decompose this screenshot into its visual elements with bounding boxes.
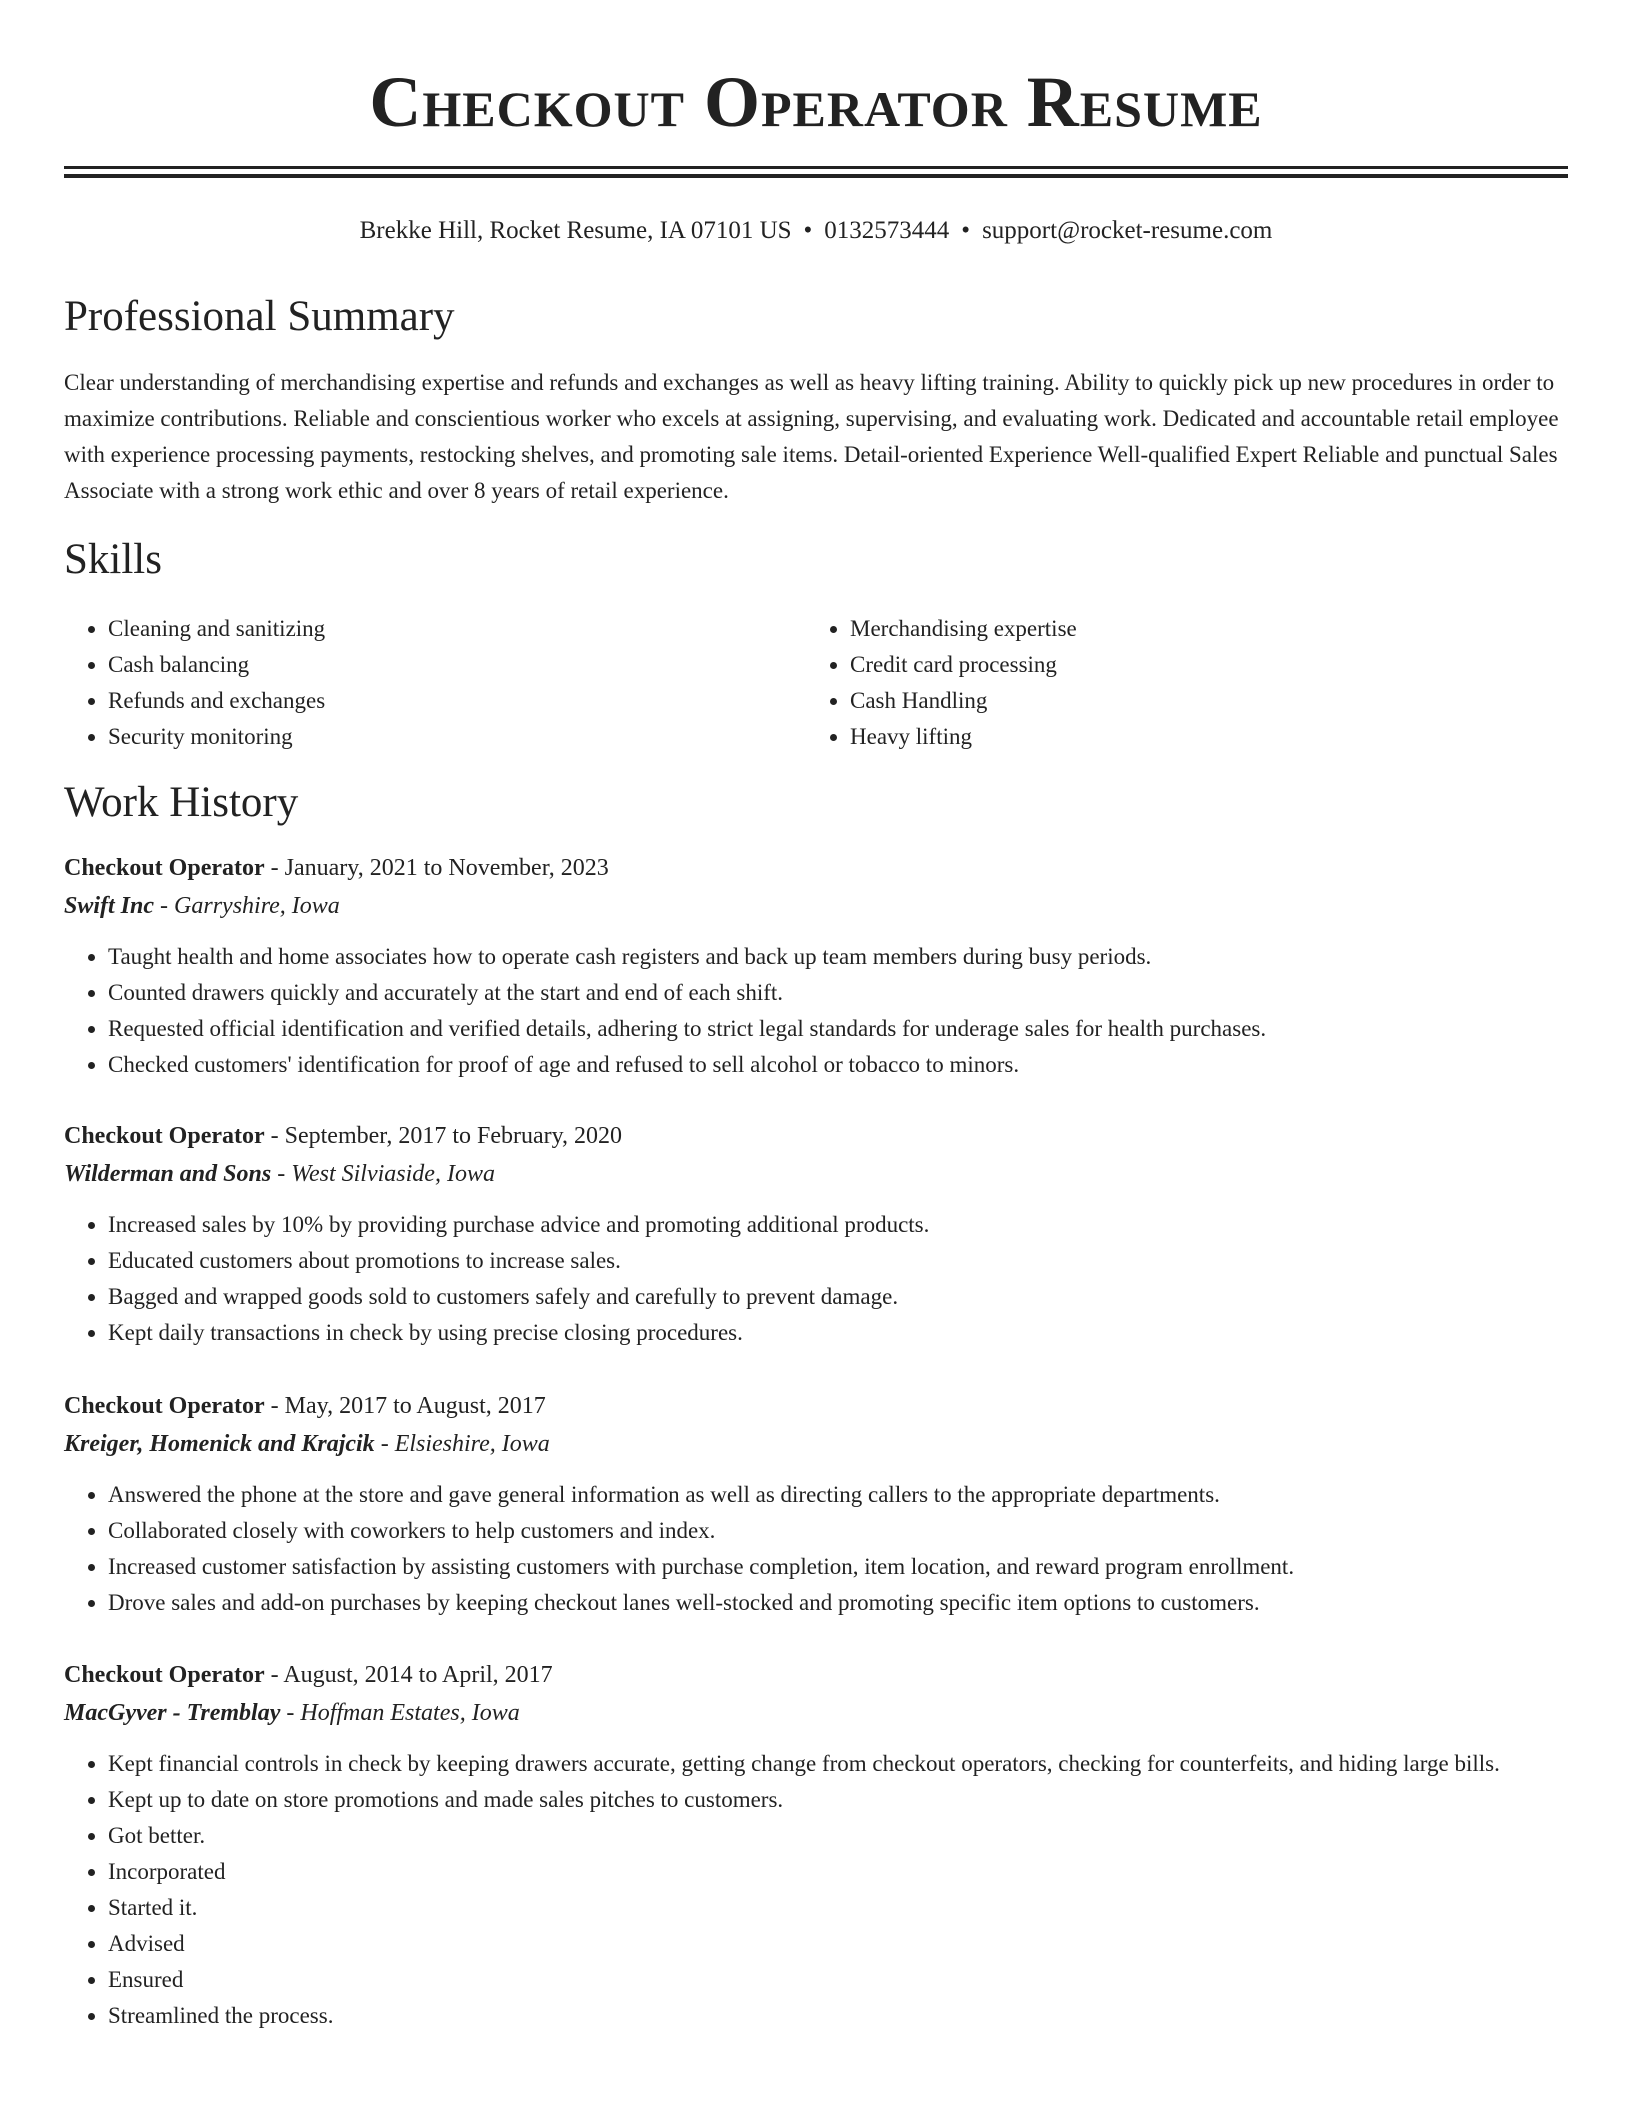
skill-item: • Credit card processing [850, 647, 1077, 683]
contact-separator: • [961, 217, 971, 244]
job-company: MacGyver - Tremblay [64, 1700, 281, 1726]
job-bullet: • Collaborated closely with coworkers to help customers and index. [108, 1513, 1568, 1549]
job-entry [64, 1387, 1568, 1621]
job-title-line: Checkout Operator - August, 2014 to April, 2017 [64, 1662, 553, 1688]
resume-page [64, 0, 1568, 2028]
job-bullet: • Drove sales and add-on purchases by keeping checkout lanes well-stocked and promoting specific item options to customers. [108, 1585, 1568, 1621]
contact-phone: 0132573444 [824, 217, 950, 244]
job-bullet: • Increased customer satisfaction by assisting customers with purchase completion, item location, and reward program enrollment. [108, 1549, 1568, 1585]
job-location: West Silviaside, Iowa [291, 1161, 495, 1187]
skill-item: • Refunds and exchanges [108, 683, 325, 719]
job-bullet: • Kept up to date on store promotions and made sales pitches to customers. [108, 1782, 1568, 1818]
job-bullet: • Checked customers' identification for proof of age and refused to sell alcohol or tobacco to minors. [108, 1047, 1568, 1083]
job-bullet: • Educated customers about promotions to increase sales. [108, 1243, 1568, 1279]
job-bullets [64, 939, 1568, 1083]
job-entry [64, 1117, 1568, 1351]
job-role: Checkout Operator [64, 1662, 265, 1688]
title-divider-thick [64, 166, 1568, 169]
summary-text: Clear understanding of merchandising expertise and refunds and exchanges as well as heavy lifting training. Ability to quickly pick up new procedures in order to maximize contributions. Reliable and conscientious worker who excels at assigning, supervising, and evaluating work. Dedicated and accountable retail employee with experience processing payments, restocking shelves, and promoting sale items. Detail-oriented Experience Well-qualified Expert Reliable and punctual Sales Associate with a strong work ethic and over 8 years of retail experience. [64, 370, 1559, 503]
job-bullet: • Counted drawers quickly and accurately at the start and end of each shift. [108, 975, 1568, 1011]
job-company-line: Wilderman and Sons - West Silviaside, Iowa [64, 1161, 495, 1187]
job-bullets [64, 1477, 1568, 1621]
job-company-line: Swift Inc - Garryshire, Iowa [64, 893, 340, 919]
skill-item: • Merchandising expertise [850, 611, 1077, 647]
job-company-line: MacGyver - Tremblay - Hoffman Estates, Iowa [64, 1700, 520, 1726]
job-location: Elsieshire, Iowa [394, 1431, 550, 1457]
job-bullet: • Bagged and wrapped goods sold to customers safely and carefully to prevent damage. [108, 1279, 1568, 1315]
job-title-line: Checkout Operator - May, 2017 to August, 2017 [64, 1393, 546, 1419]
job-bullet: • Requested official identification and verified details, adhering to strict legal standards for underage sales for health purchases. [108, 1011, 1568, 1047]
skill-item: • Security monitoring [108, 719, 325, 755]
job-role: Checkout Operator [64, 855, 265, 881]
job-dates: August, 2014 to April, 2017 [283, 1662, 553, 1688]
job-bullet: • Kept daily transactions in check by using precise closing procedures. [108, 1315, 1568, 1351]
skills-column-left [64, 611, 325, 755]
contact-address: Brekke Hill, Rocket Resume, IA 07101 US [359, 217, 792, 244]
job-bullet: • Streamlined the process. [108, 1998, 1568, 2034]
job-dates: September, 2017 to February, 2020 [284, 1123, 623, 1149]
skills-column-right [806, 611, 1077, 755]
job-bullet: • Started it. [108, 1890, 1568, 1926]
job-role: Checkout Operator [64, 1393, 265, 1419]
job-company-line: Kreiger, Homenick and Krajcik - Elsieshire, Iowa [64, 1431, 550, 1457]
skill-item: • Cleaning and sanitizing [108, 611, 325, 647]
job-bullet: • Ensured [108, 1962, 1568, 1998]
job-bullet: • Taught health and home associates how to operate cash registers and back up team members during busy periods. [108, 939, 1568, 975]
job-location: Hoffman Estates, Iowa [300, 1700, 520, 1726]
job-role: Checkout Operator [64, 1123, 265, 1149]
contact-line [64, 216, 1568, 246]
job-company: Kreiger, Homenick and Krajcik [64, 1431, 375, 1457]
contact-email[interactable]: support@rocket-resume.com [982, 217, 1273, 244]
title-divider-thin [64, 174, 1568, 178]
skill-item: • Cash Handling [850, 683, 1077, 719]
contact-separator: • [803, 217, 813, 244]
summary-heading: Professional Summary [64, 293, 455, 340]
job-bullets [64, 1207, 1568, 1351]
job-bullet: • Increased sales by 10% by providing purchase advice and promoting additional products. [108, 1207, 1568, 1243]
work-history-heading: Work History [64, 779, 299, 826]
job-bullet: • Got better. [108, 1818, 1568, 1854]
job-title-line: Checkout Operator - January, 2021 to November, 2023 [64, 855, 609, 881]
job-dates: May, 2017 to August, 2017 [284, 1393, 546, 1419]
job-company: Wilderman and Sons [64, 1161, 272, 1187]
skill-item: • Heavy lifting [850, 719, 1077, 755]
job-bullet: • Advised [108, 1926, 1568, 1962]
skill-item: • Cash balancing [108, 647, 325, 683]
job-bullet: • Incorporated [108, 1854, 1568, 1890]
job-entry [64, 849, 1568, 1083]
job-bullet: • Answered the phone at the store and gave general information as well as directing callers to the appropriate departments. [108, 1477, 1568, 1513]
job-entry [64, 1656, 1568, 2034]
job-location: Garryshire, Iowa [174, 893, 340, 919]
job-bullet: • Kept financial controls in check by keeping drawers accurate, getting change from checkout operators, checking for counterfeits, and hiding large bills. [108, 1746, 1568, 1782]
resume-title: Checkout Operator Resume [369, 62, 1263, 142]
job-bullets [64, 1746, 1568, 2034]
skills-heading: Skills [64, 536, 162, 583]
job-company: Swift Inc [64, 893, 155, 919]
job-title-line: Checkout Operator - September, 2017 to February, 2020 [64, 1123, 623, 1149]
job-dates: January, 2021 to November, 2023 [284, 855, 609, 881]
